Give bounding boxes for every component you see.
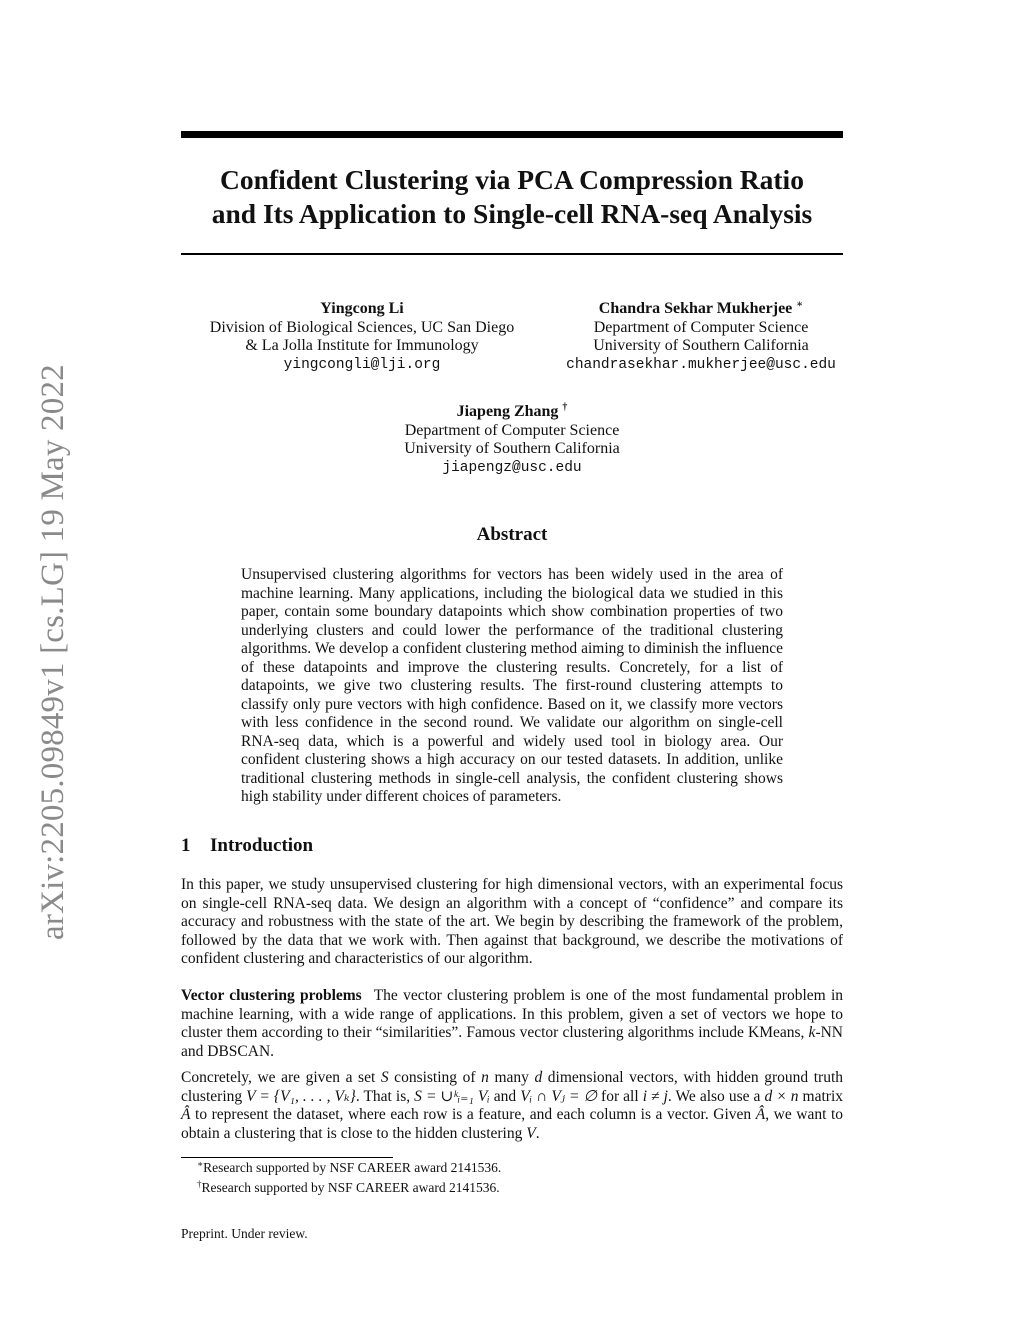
- footnote-mark: †: [197, 1179, 202, 1189]
- footnote-text: Research supported by NSF CAREER award 2141536.: [203, 1160, 502, 1175]
- author-name: Yingcong Li: [320, 300, 404, 317]
- author-block-3: [331, 403, 693, 477]
- section-number: 1: [181, 835, 191, 856]
- author-block-1: [181, 300, 543, 374]
- footnote-rule: [181, 1157, 393, 1158]
- title-rule-bottom: [181, 253, 843, 255]
- title-rule-top: [181, 131, 843, 138]
- section-title: Introduction: [210, 835, 314, 856]
- math-expression: V = {V₁, . . . , Vₖ}: [246, 1087, 356, 1105]
- title-line-1: Confident Clustering via PCA Compression Ratio: [220, 164, 804, 195]
- vector-clustering-paragraph: Vector clustering problems The vector clustering problem is one of the most fundamental problem in machine learning, with a wide range of applications. In this problem, given a set of vectors we hope to cluster them according to their “similarities”. Famous vector clustering algorithms include KMeans, k-NN and DBSCAN.: [181, 987, 844, 1060]
- author-name: Chandra Sekhar Mukherjee: [598, 300, 793, 317]
- title-line-2: and Its Application to Single-cell RNA-seq Analysis: [211, 198, 813, 229]
- math-expression: d × n: [764, 1087, 799, 1105]
- section-heading: [181, 835, 313, 857]
- author-affiliation: University of Southern California: [593, 337, 809, 354]
- paper-title: [181, 163, 843, 231]
- arxiv-identifier: arXiv:2205.09849v1 [cs.LG] 19 May 2022: [35, 364, 71, 940]
- author-email: yingcongli@lji.org: [283, 356, 441, 373]
- math-expression: S = ∪ᵏᵢ₌₁ Vᵢ: [414, 1087, 490, 1105]
- intro-paragraph: In this paper, we study unsupervised clustering for high dimensional vectors, with an experimental focus on single-cell RNA-seq data. We design an algorithm with a concept of “confidence” and compare its accuracy and robustness with the state of the art. We begin by describing the framework of the problem, followed by the data that we work with. Then against that background, we describe the motivations of confident clustering and characteristics of our algorithm.: [181, 876, 843, 968]
- abstract-text: Unsupervised clustering algorithms for vectors has been widely used in the area of machine learning. Many applications, including the biological data we studied in this paper, contain some boundary datapoints which show combination properties of two underlying clusters and could lower the performance of the traditional clustering algorithms. We develop a confident clustering method aiming to diminish the influence of these datapoints and improve the clustering results. Concretely, for a list of datapoints, we give two clustering results. The first-round clustering attempts to classify only pure vectors with high confidence. Based on it, we classify more vectors with less confidence in the second round. We validate our algorithm on single-cell RNA-seq data, which is a powerful and widely used tool in biology area. Our confident clustering shows a high accuracy on our tested datasets. In addition, unlike traditional clustering methods in single-cell analysis, the confident clustering shows high stability under different choices of parameters.: [241, 566, 783, 805]
- author-block-2: [520, 300, 882, 374]
- author-affiliation: Department of Computer Science: [593, 318, 809, 336]
- footnote-1: [197, 1160, 501, 1176]
- author-affiliation: & La Jolla Institute for Immunology: [245, 337, 479, 354]
- author-affiliation: University of Southern California: [404, 440, 620, 457]
- problem-definition-paragraph: Concretely, we are given a set S consisting of n many d dimensional vectors, with hidden ground truth clustering V = {V₁, . . . , Vₖ}. That is, S = ∪ᵏᵢ₌₁ Vᵢ and Vᵢ ∩ Vⱼ = ∅ for all i ≠ j. We also use a d × n matrix Â to represent the dataset, where each row is a feature, and each column is a vector. Given Â, we want to obtain a clustering that is close to the hidden clustering V.: [181, 1069, 844, 1142]
- author-footnote-mark: ∗: [796, 299, 804, 310]
- author-email: chandrasekhar.mukherjee@usc.edu: [566, 356, 836, 373]
- author-email: jiapengz@usc.edu: [442, 459, 582, 476]
- page-footer: Preprint. Under review.: [181, 1226, 308, 1241]
- paragraph-run-in-heading: Vector clustering problems: [181, 987, 362, 1004]
- abstract-heading: Abstract: [476, 524, 548, 545]
- author-affiliation: Department of Computer Science: [404, 421, 620, 439]
- footnote-2: [197, 1180, 500, 1196]
- author-affiliation: Division of Biological Sciences, UC San Diego: [209, 318, 515, 336]
- author-name: Jiapeng Zhang: [456, 403, 559, 420]
- author-footnote-mark: †: [562, 402, 568, 413]
- math-expression: i ≠ j: [642, 1087, 668, 1105]
- math-expression: Vᵢ ∩ Vⱼ = ∅: [520, 1087, 598, 1105]
- footnote-text: Research supported by NSF CAREER award 2141536.: [201, 1180, 500, 1195]
- footnote-mark: ∗: [197, 1159, 204, 1169]
